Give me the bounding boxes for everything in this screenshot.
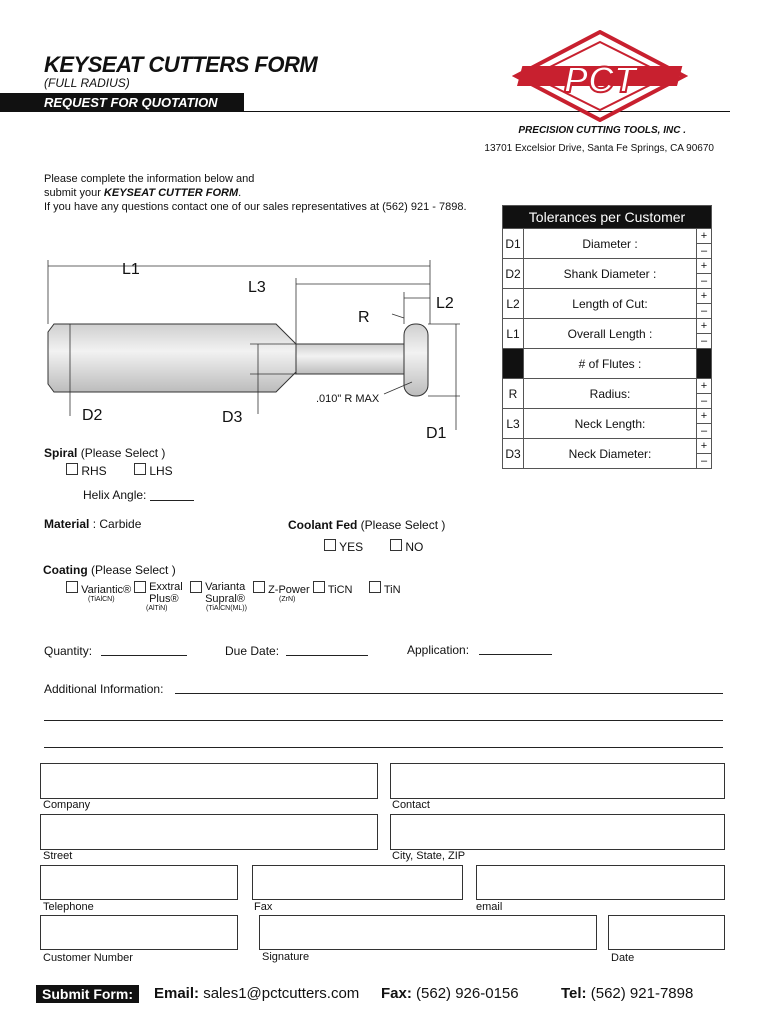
company-label: Company [43, 799, 91, 811]
label-l1: L1 [122, 261, 140, 278]
tol-minus[interactable]: – [697, 334, 712, 349]
company-field[interactable] [40, 763, 378, 799]
spiral-section [44, 446, 165, 460]
coating-name: TiCN [327, 584, 353, 596]
zpower-checkbox[interactable] [253, 581, 265, 593]
tol-code: D1 [503, 229, 524, 259]
ticn-checkbox[interactable] [313, 581, 325, 593]
tol-name: Radius: [524, 379, 697, 409]
tol-minus[interactable]: – [697, 304, 712, 319]
tol-plus[interactable]: + [697, 229, 712, 244]
form-subtitle: (FULL RADIUS) [44, 76, 130, 90]
additional-info-label: Additional Information: [44, 682, 164, 696]
tol-minus[interactable]: – [697, 274, 712, 289]
tol-code: L3 [503, 409, 524, 439]
coating-name: Varianta Supral® [205, 581, 246, 605]
street-field[interactable] [40, 814, 378, 850]
coolant-yes-option[interactable] [324, 539, 363, 554]
date-field[interactable] [608, 915, 725, 950]
helix-angle-label: Helix Angle: [83, 488, 147, 502]
tol-code: D2 [503, 259, 524, 289]
tolerance-table [502, 205, 712, 469]
intro-line-1: Please complete the information below and [44, 173, 255, 185]
material-label: Material [44, 517, 90, 531]
footer-tel-label: Tel: [561, 985, 587, 1002]
due-date-label: Due Date: [225, 644, 280, 658]
varianta-checkbox[interactable] [190, 581, 202, 593]
tol-minus[interactable]: – [697, 454, 712, 469]
street-label: Street [43, 850, 73, 862]
intro-line-2 [44, 186, 467, 200]
coating-option-variantic[interactable] [66, 581, 131, 603]
customer-number-field[interactable] [40, 915, 238, 950]
fax-label: Fax [254, 901, 273, 913]
footer-fax-label: Fax: [381, 985, 412, 1002]
footer-tel-value: (562) 921-7898 [590, 985, 694, 1002]
coating-option-exxtral[interactable] [134, 581, 189, 612]
lhs-checkbox[interactable] [134, 463, 146, 475]
tol-code: L2 [503, 289, 524, 319]
additional-info-line-1[interactable] [175, 693, 723, 694]
intro-text [44, 172, 467, 214]
footer-email-value[interactable]: sales1@pctcutters.com [203, 985, 360, 1002]
coating-option-zpower[interactable] [253, 581, 310, 603]
coating-option-tin[interactable] [369, 581, 401, 596]
email-label: email [476, 901, 503, 913]
intro-line-2-bold: KEYSEAT CUTTER FORM [103, 187, 239, 199]
city-state-zip-label: City, State, ZIP [392, 850, 466, 862]
coating-label: Coating [43, 563, 88, 577]
coating-name: TiN [383, 584, 401, 596]
coolant-hint: (Please Select ) [360, 518, 446, 532]
tol-name: Overall Length : [524, 319, 697, 349]
coating-name: Variantic® [81, 584, 132, 596]
material-section [44, 517, 141, 531]
tol-code: D3 [503, 439, 524, 469]
rhs-checkbox[interactable] [66, 463, 78, 475]
city-state-zip-field[interactable] [390, 814, 725, 850]
spiral-lhs-option[interactable] [134, 463, 173, 478]
tol-name: Shank Diameter : [524, 259, 697, 289]
application-label: Application: [407, 643, 470, 657]
intro-line-2-suffix: . [238, 187, 242, 199]
rfq-label: REQUEST FOR QUOTATION [44, 95, 218, 110]
coating-option-ticn[interactable] [313, 581, 353, 596]
rfq-banner [0, 93, 244, 112]
helix-angle-field[interactable] [150, 500, 194, 501]
spiral-label: Spiral [44, 446, 78, 460]
spiral-rhs-option[interactable] [66, 463, 107, 478]
tin-checkbox[interactable] [369, 581, 381, 593]
company-address: 13701 Excelsior Drive, Santa Fe Springs, CA 90670 [484, 143, 714, 154]
material-value: : Carbide [92, 517, 142, 531]
logo-text: PCT [564, 59, 636, 100]
due-date-field[interactable] [286, 655, 368, 656]
tol-name: Length of Cut: [524, 289, 697, 319]
coating-sub: (TiAlCN) [88, 596, 115, 603]
footer-email-label: Email: [154, 985, 200, 1002]
tol-minus[interactable]: – [697, 424, 712, 439]
additional-info-line-2[interactable] [44, 720, 723, 721]
variantic-checkbox[interactable] [66, 581, 78, 593]
application-field[interactable] [479, 654, 552, 655]
footer-email [154, 985, 359, 1002]
label-r: R [358, 309, 370, 326]
footer-fax-value: (562) 926-0156 [416, 985, 519, 1002]
coating-section [43, 563, 176, 577]
email-field[interactable] [476, 865, 725, 900]
yes-label: YES [339, 540, 364, 554]
yes-checkbox[interactable] [324, 539, 336, 551]
tol-minus[interactable]: – [697, 394, 712, 409]
fax-field[interactable] [252, 865, 463, 900]
label-d1: D1 [426, 425, 447, 442]
coating-name: Z-Power [268, 584, 310, 596]
tol-plus[interactable]: + [697, 319, 712, 334]
tol-name: Neck Diameter: [524, 439, 697, 469]
coolant-label: Coolant Fed [288, 518, 358, 532]
no-checkbox[interactable] [390, 539, 402, 551]
quantity-label: Quantity: [44, 644, 93, 658]
tol-minus[interactable]: – [697, 244, 712, 259]
exxtral-checkbox[interactable] [134, 581, 146, 593]
spiral-hint: (Please Select ) [80, 446, 166, 460]
intro-line-3: If you have any questions contact one of our sales representatives at (562) 921 - 7898. [44, 201, 467, 213]
submit-form-label: Submit Form: [36, 985, 139, 1003]
tol-name: # of Flutes : [524, 349, 697, 379]
customer-number-label: Customer Number [43, 952, 133, 964]
pct-logo [512, 30, 688, 122]
coolant-no-option[interactable] [390, 539, 423, 554]
tolerance-title: Tolerances per Customer [503, 206, 712, 229]
quantity-field[interactable] [101, 655, 187, 656]
signature-field[interactable] [259, 915, 597, 950]
coating-name: Exxtral Plus® [149, 581, 183, 605]
coating-sub: (AlTiN) [146, 605, 168, 612]
rhs-label: RHS [81, 464, 107, 478]
tol-code: L1 [503, 319, 524, 349]
tol-plus[interactable]: + [697, 439, 712, 454]
label-l2: L2 [436, 295, 454, 312]
radius-note: .010" R MAX [316, 393, 380, 405]
lhs-label: LHS [149, 464, 173, 478]
tol-name: Diameter : [524, 229, 697, 259]
contact-label: Contact [392, 799, 430, 811]
tol-plus[interactable]: + [697, 409, 712, 424]
footer-fax [381, 985, 519, 1002]
date-label: Date [611, 952, 635, 964]
additional-info-line-3[interactable] [44, 747, 723, 748]
company-name: PRECISION CUTTING TOOLS, INC . [518, 125, 686, 136]
tol-plus[interactable]: + [697, 379, 712, 394]
coating-hint: (Please Select ) [91, 563, 176, 577]
coolant-section [288, 518, 445, 532]
label-d3: D3 [222, 409, 243, 426]
tol-code-blank [503, 349, 524, 379]
no-label: NO [405, 540, 424, 554]
coating-sub: (ZrN) [279, 596, 296, 603]
tol-plus[interactable]: + [697, 289, 712, 304]
label-l3: L3 [248, 279, 266, 296]
form-title: KEYSEAT CUTTERS FORM [44, 52, 318, 77]
coating-option-varianta[interactable] [190, 581, 251, 612]
label-d2: D2 [82, 407, 103, 424]
footer-tel [561, 985, 693, 1002]
telephone-field[interactable] [40, 865, 238, 900]
intro-line-2-prefix: submit your [44, 187, 104, 199]
tol-code: R [503, 379, 524, 409]
tol-name: Neck Length: [524, 409, 697, 439]
keyseat-cutter-diagram [40, 250, 470, 450]
coating-sub: (TiAlCN(ML)) [206, 605, 247, 612]
tol-plus[interactable]: + [697, 259, 712, 274]
contact-field[interactable] [390, 763, 725, 799]
telephone-label: Telephone [43, 901, 94, 913]
tol-sign-blank [697, 349, 712, 379]
signature-label: Signature [262, 951, 310, 963]
